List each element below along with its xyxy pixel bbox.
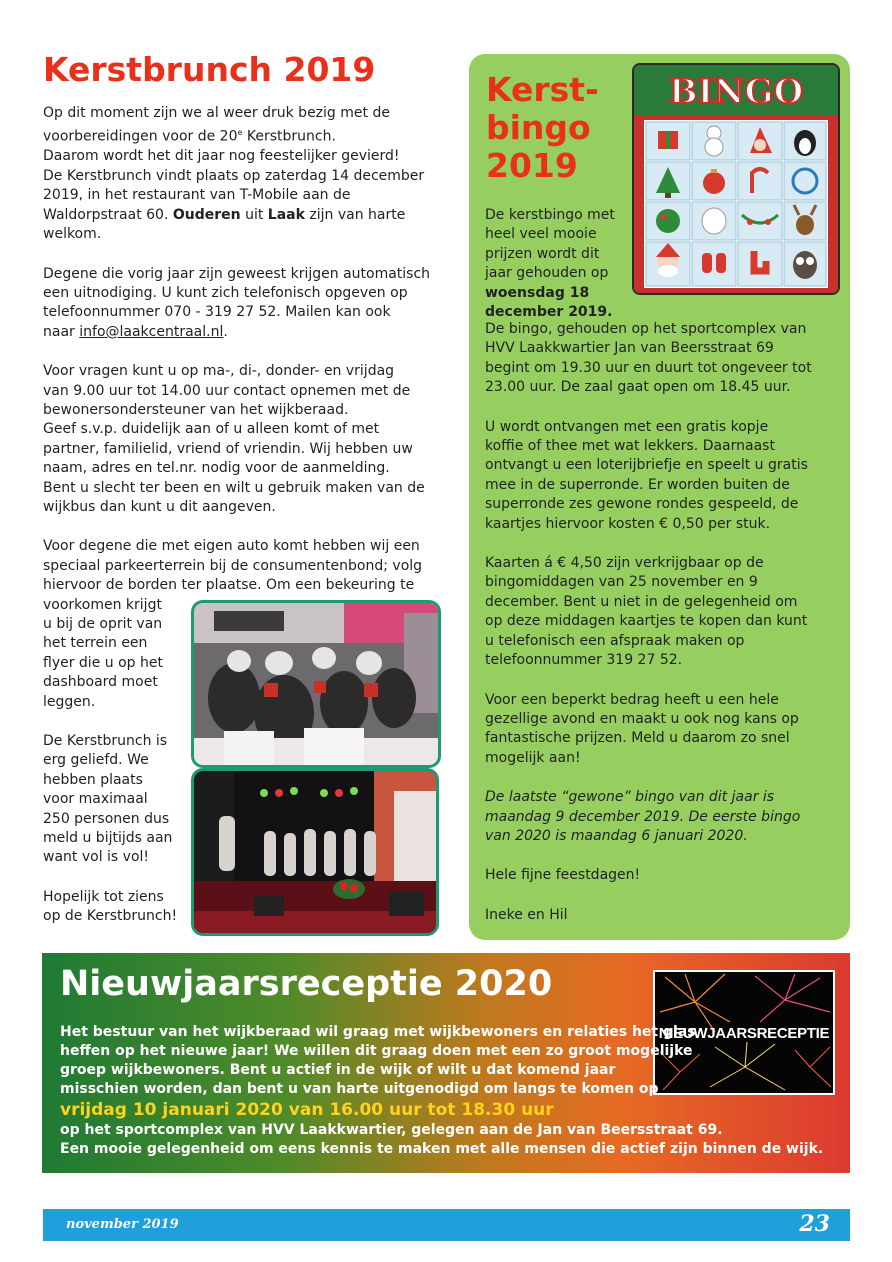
bingo-card-title: BINGO xyxy=(668,72,804,112)
brunch-crowd-photo xyxy=(191,600,441,768)
kerstbingo-greeting: Hele fijne feestdagen! xyxy=(485,867,641,884)
kerstbingo-text xyxy=(485,206,840,322)
page-footer xyxy=(43,1209,850,1241)
kerstbrunch-paragraph-5: De Kerstbrunch is erg geliefd. We hebben plaats voor maximaal 250 personen dus meld u bijtijds aan want vol is vol! xyxy=(43,733,173,866)
kerstbingo-intro: De kerstbingo met heel veel mooie prijzen wordt dit jaar gehouden op woensdag 18 december 2019. xyxy=(485,207,615,321)
stage-performance-illustration xyxy=(194,771,439,936)
page-number: 23 xyxy=(799,1211,830,1237)
kerstbingo-paragraph-4: Voor een beperkt bedrag heeft u een hele gezellige avond en maakt u ook nog kans op fantastische prijzen. Meld u daarom zo snel mogelijk aan! xyxy=(485,691,799,766)
kerstbrunch-title: Kerstbrunch 2019 xyxy=(43,50,376,89)
kerstbingo-paragraph-3: Kaarten á € 4,50 zijn verkrijgbaar op de bingomiddagen van 25 november en 9 december. Bent u niet in de gelegenheid om op deze middagen kaartjes te kopen dan kunt u telefonisch een afspraak maken op telefoonnummer 319 27 52. xyxy=(485,555,808,669)
kerstbrunch-paragraph-1: Op dit moment zijn we al weer druk bezig met de voorbereidingen voor de 20e Kerstbrunch. Daarom wordt het dit jaar nog feestelijker gevierd! De Kerstbrunch vindt plaats op zaterdag 14 december 2019, in het restaurant van T-Mobile aan de Waldorpstraat 60. Ouderen uit Laak zijn van harte welkom. xyxy=(43,105,425,243)
kerstbingo-signature: Ineke en Hil xyxy=(485,906,568,923)
kerstbrunch-paragraph-4: Voor degene die met eigen auto komt hebben wij een speciaal parkeerterrein bij de consumentenbond; volg hiervoor de borden ter plaatse. Om een bekeuring te voorkomen krijgt u bij de oprit van het terrein een flyer die u op het dashboard moet leggen. xyxy=(43,538,423,710)
kerstbrunch-paragraph-2: Degene die vorig jaar zijn geweest krijgen automatisch een uitnodiging. U kunt zich telefonisch opgeven op telefoonnummer 070 - 319 27 52. Mailen kan ook naar info@laakcentraal.nl. xyxy=(43,265,431,340)
kerstbingo-details xyxy=(485,320,840,925)
kerstbingo-box xyxy=(469,54,850,940)
footer-month: november 2019 xyxy=(66,1217,179,1232)
stage-performance-photo xyxy=(191,768,439,936)
fireworks-label: NIEUWJAARSRECEPTIE xyxy=(658,1025,830,1042)
nieuwjaarsreceptie-title: Nieuwjaarsreceptie 2020 xyxy=(60,964,553,1004)
kerstbingo-title: Kerst- bingo 2019 xyxy=(486,70,599,185)
reception-date: vrijdag 10 januari 2020 van 16.00 uur tot 18.30 uur xyxy=(60,1100,554,1120)
kerstbrunch-paragraph-3: Voor vragen kunt u op ma-, di-, donder- en vrijdag van 9.00 uur tot 14.00 uur contact opnemen met de bewonersondersteuner van het wijkberaad. Geef s.v.p. duidelijk aan of u alleen komt of met partner, familielid, vriend of vriendin. Wij hebben uw naam, adres en tel.nr. nodig voor de aanmelding. Bent u slecht ter been en wilt u gebruik maken van de wijkbus dan kunt u dit aangeven. xyxy=(43,363,425,515)
kerstbingo-paragraph-2: U wordt ontvangen met een gratis kopje koffie of thee met wat lekkers. Daarnaast ontvangt u een loterijbriefje en speelt u gratis mee in de superronde. Er worden buiten de superronde zes gewone rondes gespeeld, de kaartjes hiervoor kosten € 0,50 per stuk. xyxy=(485,418,808,532)
nieuwjaarsreceptie-banner xyxy=(42,953,850,1173)
kerstbingo-paragraph-5: De laatste “gewone” bingo van dit jaar is maandag 9 december 2019. De eerste bingo van 2020 is maandag 6 januari 2020. xyxy=(485,789,801,844)
kerstbingo-paragraph-1: De bingo, gehouden op het sportcomplex van HVV Laakkwartier Jan van Beersstraat 69 begint om 19.30 uur en duurt tot ongeveer tot 23.00 uur. De zaal gaat open om 18.45 uur. xyxy=(485,321,812,396)
nieuwjaarsreceptie-text: Het bestuur van het wijkberaad wil graag met wijkbewoners en relaties het glas heffen op het nieuwe jaar! We willen dit graag doen met een zo groot mogelijke groep wijkbewoners. Bent u actief in de wijk of wilt u dat komend jaar misschien worden, dan bent u van harte uitgenodigd om langs te komen op vrijdag 10 januari 2020 van 16.00 uur tot 18.30 uur op het sportcomplex van HVV Laakkwartier, gelegen aan de Jan van Beersstraat 69. Een mooie gelegenheid om eens kennis te maken met alle mensen die actief zijn binnen de wijk. xyxy=(60,1023,850,1159)
email-link[interactable]: info@laakcentraal.nl xyxy=(79,323,224,340)
brunch-crowd-illustration xyxy=(194,603,441,768)
kerstbrunch-paragraph-6: Hopelijk tot ziens op de Kerstbrunch! xyxy=(43,888,178,925)
